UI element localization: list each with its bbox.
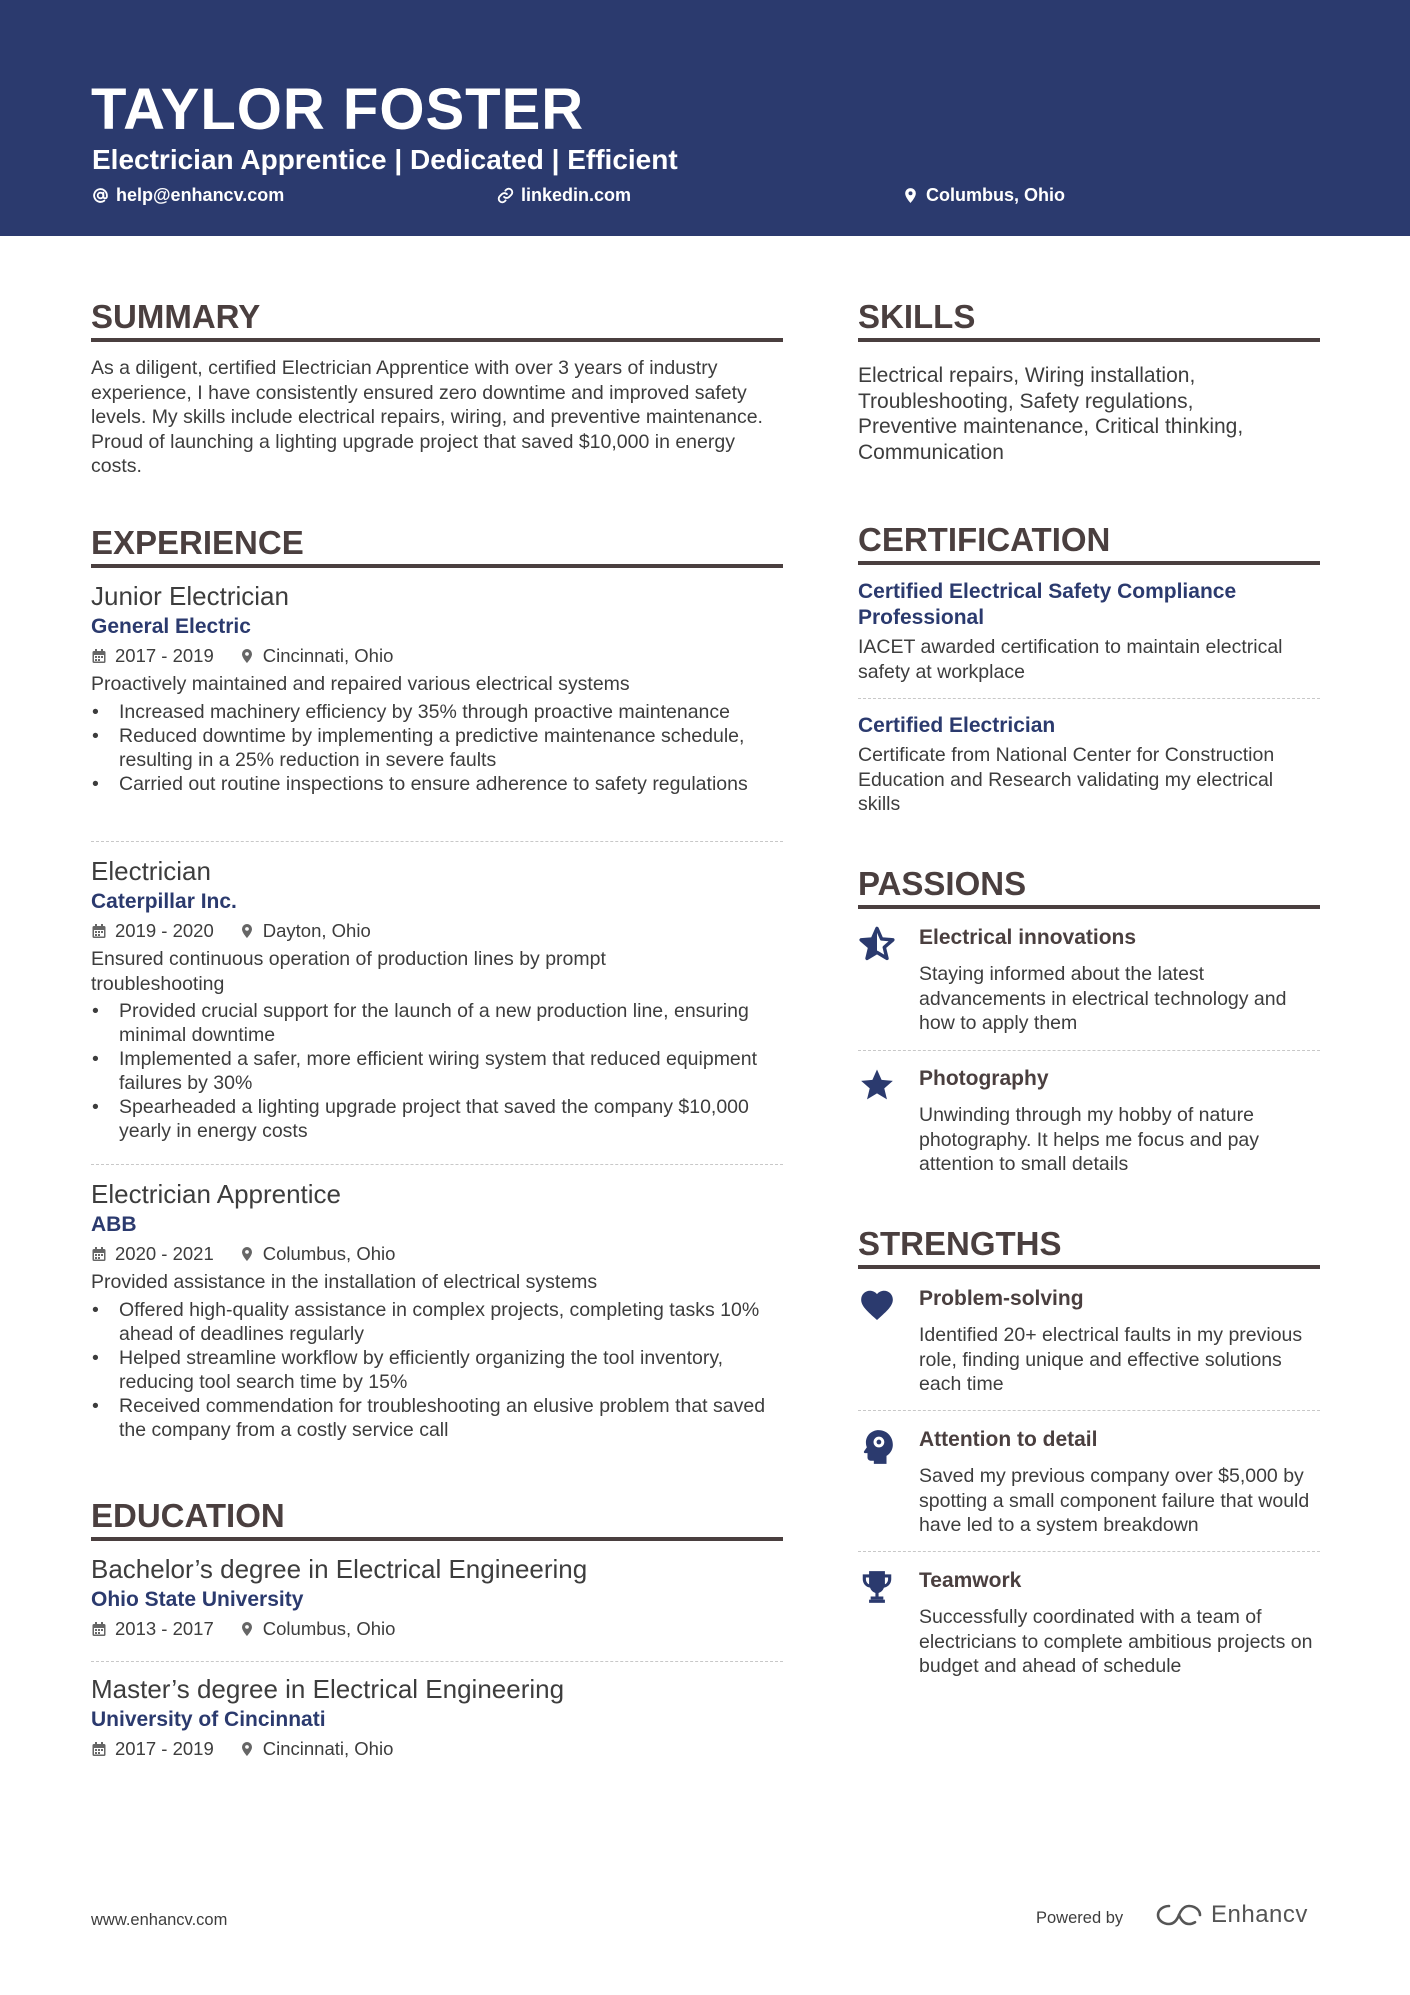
skills-list: Electrical repairs, Wiring installation, Troubleshooting, Safety regulations, Preventive maintenance, Critical thinking, Communication xyxy=(858,364,1244,464)
entry-meta xyxy=(91,1242,791,1266)
passion-item xyxy=(858,1066,1320,1177)
star-outline-icon xyxy=(858,925,902,969)
passion-description: Unwinding through my hobby of nature photography. It helps me focus and pay attention to small details xyxy=(919,1104,1260,1175)
enhancv-logo-icon xyxy=(1155,1902,1203,1928)
achievement-item: • Reduced downtime by implementing a predictive maintenance schedule, resulting in a 25% reduction in severe faults xyxy=(91,724,791,772)
entry-meta xyxy=(91,1617,791,1641)
experience-entry xyxy=(91,580,791,796)
enhancv-brand-name: Enhancv xyxy=(1211,1901,1308,1928)
entry-divider xyxy=(858,1551,1320,1552)
experience-entry xyxy=(91,855,791,1143)
entry-divider xyxy=(91,1661,783,1662)
contact-email[interactable] xyxy=(92,184,284,206)
strength-title: Attention to detail xyxy=(919,1428,1098,1451)
education-heading: EDUCATION xyxy=(91,1497,285,1534)
experience-divider xyxy=(91,564,783,568)
achievement-item: • Increased machinery efficiency by 35% through proactive maintenance xyxy=(91,700,791,724)
education-entry xyxy=(91,1553,791,1641)
education-divider xyxy=(91,1537,783,1541)
entry-divider xyxy=(91,841,783,842)
candidate-title: Electrician Apprentice | Dedicated | Efficient xyxy=(92,144,678,175)
entry-dates: 2020 - 2021 xyxy=(115,1243,214,1264)
achievement-item: • Offered high-quality assistance in complex projects, completing tasks 10% ahead of deadlines regularly xyxy=(91,1298,791,1346)
job-description: Proactively maintained and repaired various electrical systems xyxy=(91,673,630,695)
achievement-list xyxy=(91,999,791,1143)
entry-divider xyxy=(858,698,1320,699)
certification-description: Certificate from National Center for Construction Education and Research validating my electrical skills xyxy=(858,744,1275,815)
achievement-item: • Received commendation for troubleshooting an elusive problem that saved the company from a costly service call xyxy=(91,1394,791,1442)
entry-dates: 2019 - 2020 xyxy=(115,920,214,941)
job-description: Ensured continuous operation of production lines by prompt troubleshooting xyxy=(91,948,606,995)
calendar-icon xyxy=(91,1246,107,1262)
entry-divider xyxy=(858,1410,1320,1411)
strength-description: Identified 20+ electrical faults in my previous role, finding unique and effective solutions each time xyxy=(919,1324,1303,1395)
job-description: Provided assistance in the installation of electrical systems xyxy=(91,1271,598,1293)
enhancv-logo[interactable] xyxy=(1155,1900,1308,1930)
passion-title: Electrical innovations xyxy=(919,926,1137,949)
entry-divider xyxy=(858,1050,1320,1051)
location-pin-icon xyxy=(239,1246,255,1262)
resume-header xyxy=(0,0,1410,236)
summary-text: As a diligent, certified Electrician Apprentice with over 3 years of industry experience, I have consistently ensured zero downtime and improved safety levels. My skills include electrical repairs, wiring, and preventive maintenance. Proud of launching a lighting upgrade project that saved $10,000 in energy costs. xyxy=(91,357,763,477)
job-title: Electrician Apprentice xyxy=(91,1179,342,1209)
calendar-icon xyxy=(91,923,107,939)
location-pin-icon xyxy=(239,1741,255,1757)
summary-heading: SUMMARY xyxy=(91,298,261,335)
entry-location: Cincinnati, Ohio xyxy=(262,645,394,666)
trophy-icon xyxy=(858,1568,902,1612)
calendar-icon xyxy=(91,1621,107,1637)
school-name: Ohio State University xyxy=(91,1588,304,1611)
entry-location: Dayton, Ohio xyxy=(262,920,371,941)
location-pin-icon xyxy=(239,923,255,939)
certification-divider xyxy=(858,561,1320,565)
strength-description: Successfully coordinated with a team of electricians to complete ambitious projects on budget and ahead of schedule xyxy=(919,1606,1313,1677)
link-icon xyxy=(497,187,514,204)
certification-heading: CERTIFICATION xyxy=(858,521,1111,558)
skills-heading: SKILLS xyxy=(858,298,976,335)
experience-heading: EXPERIENCE xyxy=(91,524,304,561)
achievement-item: • Provided crucial support for the launch of a new production line, ensuring minimal downtime xyxy=(91,999,791,1047)
job-title: Junior Electrician xyxy=(91,581,289,611)
job-title: Electrician xyxy=(91,856,211,886)
company-name: Caterpillar Inc. xyxy=(91,890,237,913)
strength-item xyxy=(858,1427,1320,1538)
entry-dates: 2017 - 2019 xyxy=(115,1738,214,1759)
calendar-icon xyxy=(91,648,107,664)
strength-item xyxy=(858,1286,1320,1397)
passion-title: Photography xyxy=(919,1067,1049,1090)
education-entry xyxy=(91,1673,791,1761)
company-name: ABB xyxy=(91,1213,137,1236)
contact-location xyxy=(902,184,1065,206)
entry-dates: 2013 - 2017 xyxy=(115,1618,214,1639)
achievement-item: • Carried out routine inspections to ensure adherence to safety regulations xyxy=(91,772,791,796)
certification-title: Certified Electrician xyxy=(858,714,1056,737)
passion-item xyxy=(858,925,1320,1036)
contact-linkedin-text: linkedin.com xyxy=(521,185,632,205)
calendar-icon xyxy=(91,1741,107,1757)
entry-location: Cincinnati, Ohio xyxy=(262,1738,394,1759)
powered-by-label: Powered by xyxy=(1036,1909,1124,1927)
skills-divider xyxy=(858,338,1320,342)
heart-icon xyxy=(858,1286,902,1330)
degree-title: Bachelor’s degree in Electrical Engineering xyxy=(91,1554,588,1584)
achievement-item: • Implemented a safer, more efficient wiring system that reduced equipment failures by 30% xyxy=(91,1047,791,1095)
candidate-name: TAYLOR FOSTER xyxy=(91,77,585,142)
school-name: University of Cincinnati xyxy=(91,1708,326,1731)
star-icon xyxy=(858,1066,902,1110)
location-pin-icon xyxy=(239,648,255,664)
entry-location: Columbus, Ohio xyxy=(262,1618,396,1639)
strengths-heading: STRENGTHS xyxy=(858,1225,1062,1262)
at-icon xyxy=(92,187,109,204)
achievement-item: • Helped streamline workflow by efficiently organizing the tool inventory, reducing tool search time by 15% xyxy=(91,1346,791,1394)
achievement-list xyxy=(91,1298,791,1442)
certification-entry xyxy=(858,579,1320,684)
contact-email-text: help@enhancv.com xyxy=(116,185,285,205)
achievement-item: • Spearheaded a lighting upgrade project that saved the company $10,000 yearly in energy costs xyxy=(91,1095,791,1143)
location-pin-icon xyxy=(902,187,919,204)
strengths-divider xyxy=(858,1265,1320,1269)
strength-description: Saved my previous company over $5,000 by spotting a small component failure that would have led to a system breakdown xyxy=(919,1465,1310,1536)
company-name: General Electric xyxy=(91,615,251,638)
contact-location-text: Columbus, Ohio xyxy=(926,185,1065,205)
degree-title: Master’s degree in Electrical Engineering xyxy=(91,1674,565,1704)
certification-description: IACET awarded certification to maintain electrical safety at workplace xyxy=(858,636,1283,683)
location-pin-icon xyxy=(239,1621,255,1637)
footer-url[interactable]: www.enhancv.com xyxy=(91,1911,228,1929)
strength-title: Teamwork xyxy=(919,1569,1022,1592)
passions-divider xyxy=(858,905,1320,909)
experience-entry xyxy=(91,1178,791,1442)
certification-entry xyxy=(858,713,1320,817)
entry-meta xyxy=(91,644,791,668)
strength-title: Problem-solving xyxy=(919,1287,1084,1310)
summary-divider xyxy=(91,338,783,342)
head-icon xyxy=(858,1427,902,1471)
entry-location: Columbus, Ohio xyxy=(262,1243,396,1264)
achievement-list xyxy=(91,700,791,796)
passion-description: Staying informed about the latest advancements in electrical technology and how to apply them xyxy=(919,963,1287,1034)
entry-meta xyxy=(91,919,791,943)
strength-item xyxy=(858,1568,1320,1679)
certification-title: Certified Electrical Safety Compliance Professional xyxy=(858,580,1237,629)
contact-linkedin[interactable] xyxy=(497,184,631,206)
entry-divider xyxy=(91,1164,783,1165)
entry-dates: 2017 - 2019 xyxy=(115,645,214,666)
entry-meta xyxy=(91,1737,791,1761)
passions-heading: PASSIONS xyxy=(858,865,1027,902)
